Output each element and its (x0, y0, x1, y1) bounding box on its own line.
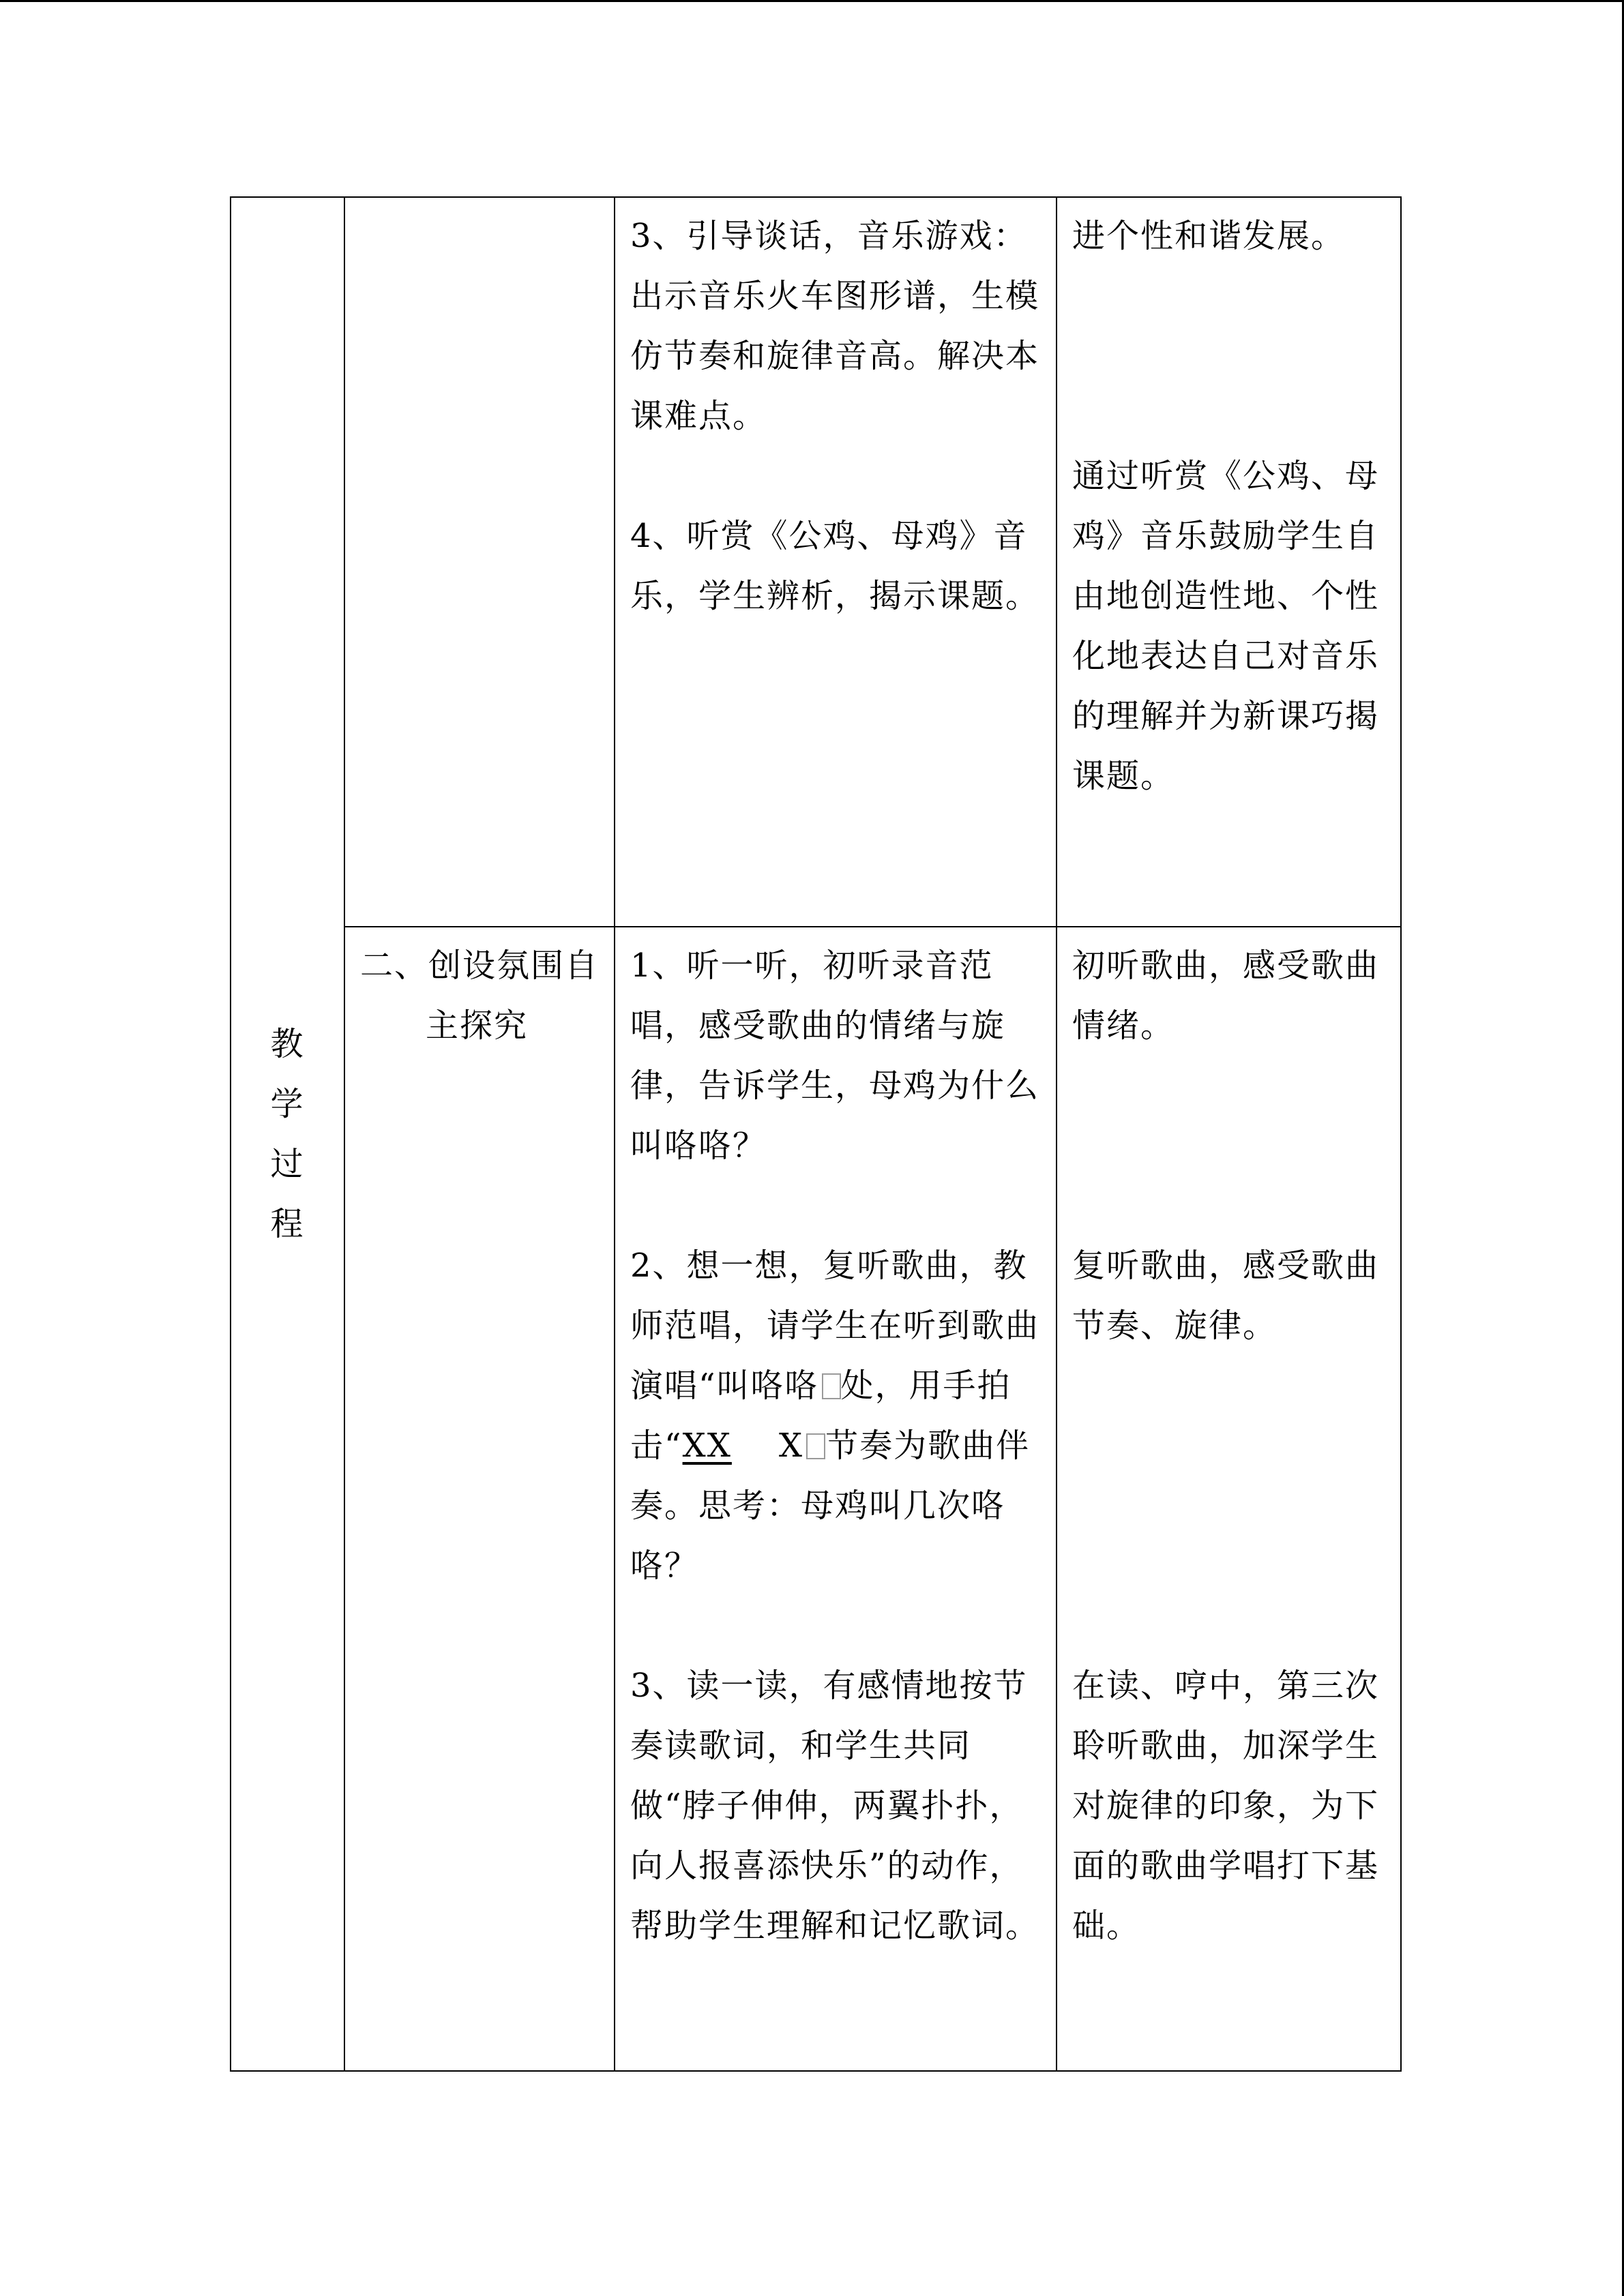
intent-cell (1057, 927, 1401, 2071)
intent-paragraph: 进个性和谐发展。 (1072, 217, 1346, 255)
activity-paragraph: 3、读一读，有感情地按节奏读歌词，和学生共同做“脖子伸伸，两翼扑扑，向人报喜添快乐”的动作，帮助学生理解和记忆歌词。 (630, 1667, 1040, 1945)
missing-glyph-icon (822, 1373, 841, 1399)
step-cell (344, 197, 615, 927)
intent-paragraph: 复听歌曲，感受歌曲节奏、旋律。 (1072, 1247, 1380, 1345)
intent-paragraph: 在读、哼中，第三次聆听歌曲，加深学生对旋律的印象，为下面的歌曲学唱打下基础。 (1072, 1667, 1380, 1945)
intent-paragraph: 通过听赏《公鸡、母鸡》音乐鼓励学生自由地创造性地、个性化地表达自己对音乐的理解并为新课巧揭课题。 (1072, 457, 1380, 795)
lesson-plan-table (230, 196, 1402, 2072)
missing-glyph-icon (806, 1433, 825, 1459)
step-title: 二、创设氛围自主探究 (360, 946, 600, 1045)
activity-paragraph: 2、想一想，复听歌曲，教师范唱，请学生在听到歌曲演唱“叫咯咯 处，用手拍击“XX X 节奏为歌曲伴奏。思考：母鸡叫几次咯咯？ (630, 1247, 1040, 1585)
activity-cell (615, 197, 1057, 927)
activity-paragraph: 3、引导谈话，音乐游戏：出示音乐火车图形谱，生模仿节奏和旋律音高。解决本课难点。 (630, 217, 1040, 435)
intent-cell (1057, 197, 1401, 927)
section-label: 教学过程 (270, 1025, 305, 1243)
activity-cell (615, 927, 1057, 2071)
rhythm-underlined: XX (682, 1427, 732, 1465)
intent-paragraph: 初听歌曲，感受歌曲情绪。 (1072, 946, 1380, 1045)
table-row (231, 927, 1401, 2071)
page-border-top (0, 0, 1624, 2)
activity-paragraph: 1、听一听，初听录音范唱，感受歌曲的情绪与旋律，告诉学生，母鸡为什么叫咯咯？ (630, 946, 1040, 1165)
activity-paragraph: 4、听赏《公鸡、母鸡》音乐，学生辨析，揭示课题。 (630, 517, 1040, 615)
table-row (231, 197, 1401, 927)
step-cell (344, 927, 615, 2071)
section-cell (231, 197, 344, 2071)
rhythm-plain: X (778, 1427, 804, 1465)
